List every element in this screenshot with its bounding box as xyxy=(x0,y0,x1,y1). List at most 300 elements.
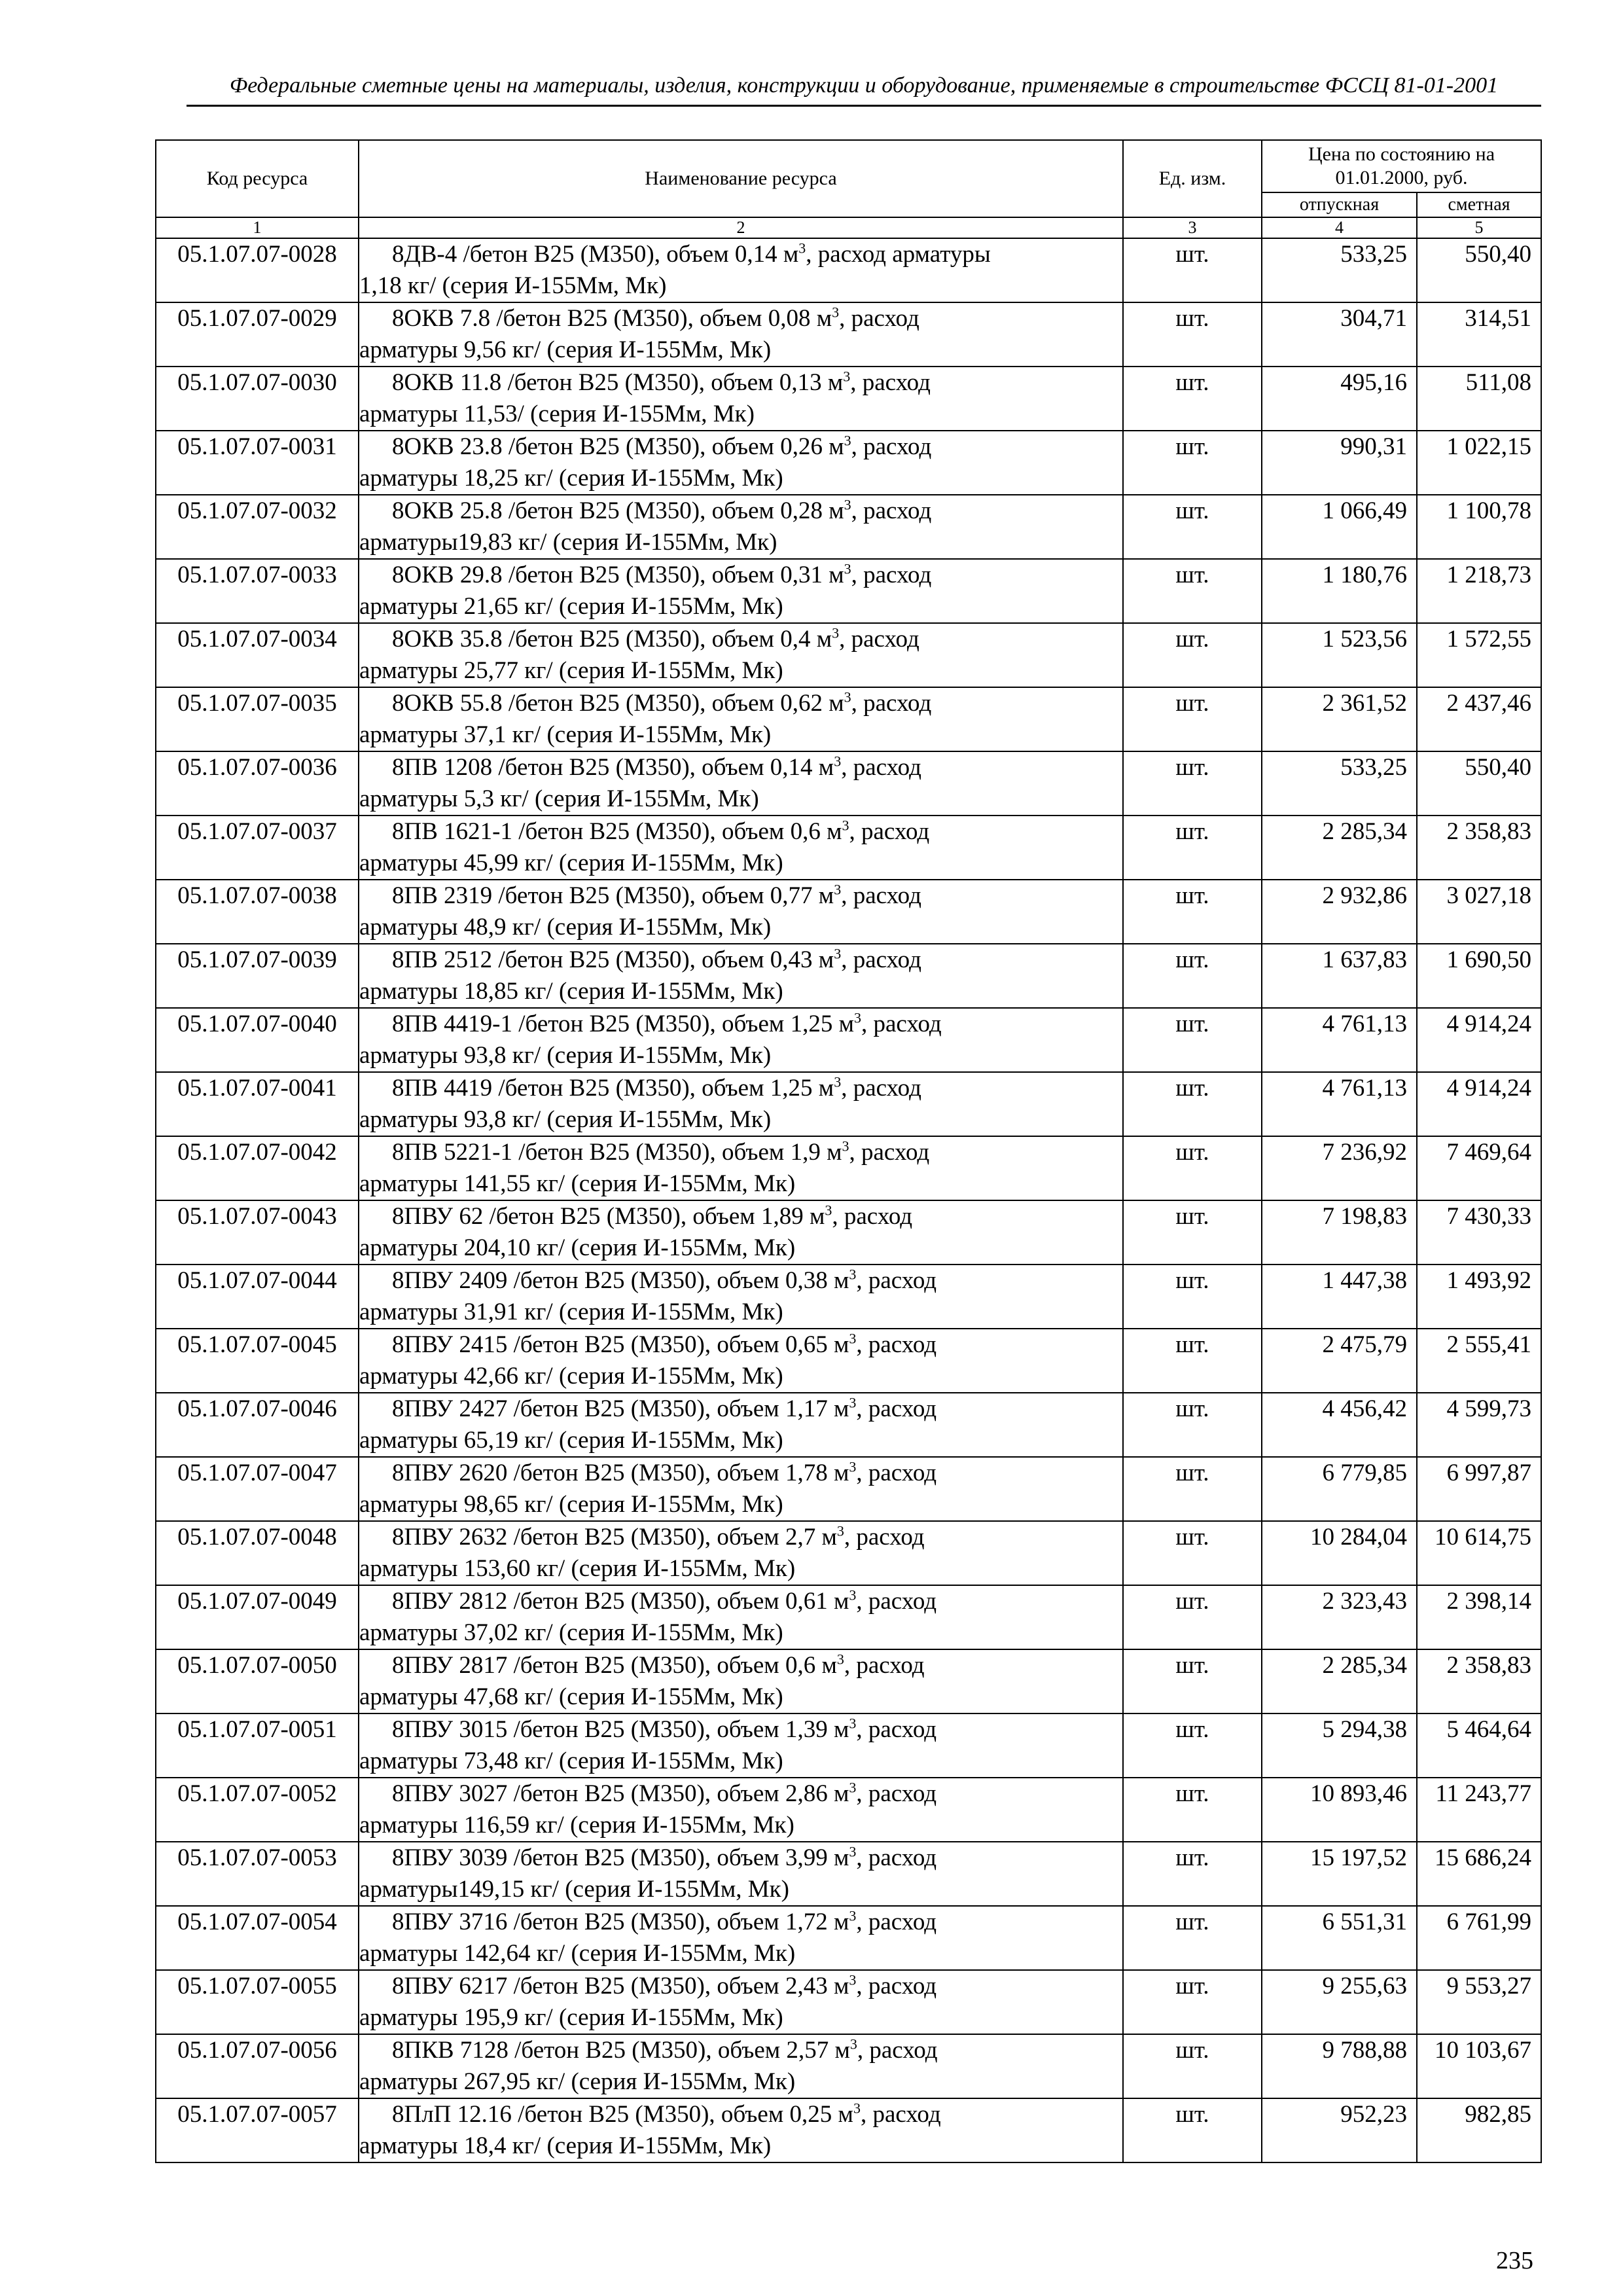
resource-code: 05.1.07.07-0043 xyxy=(156,1200,359,1265)
resource-name-line1 xyxy=(359,1265,1122,1297)
release-price: 2 932,86 xyxy=(1262,880,1417,944)
resource-name-line1 xyxy=(359,560,1122,591)
table-row xyxy=(156,1136,1541,1200)
resource-name-line2: арматуры 93,8 кг/ (серия И-155Мм, Мк) xyxy=(359,1106,772,1133)
release-price: 1 637,83 xyxy=(1262,944,1417,1008)
column-number: 4 xyxy=(1262,217,1417,238)
resource-code: 05.1.07.07-0030 xyxy=(156,367,359,431)
cubic-superscript: 3 xyxy=(834,881,842,898)
release-price: 4 761,13 xyxy=(1262,1072,1417,1136)
release-price: 2 361,52 xyxy=(1262,687,1417,751)
resource-name-line2: арматуры19,83 кг/ (серия И-155Мм, Мк) xyxy=(359,529,777,556)
resource-name-line1 xyxy=(359,1201,1122,1232)
estimate-price: 10 614,75 xyxy=(1417,1521,1541,1585)
resource-name-tail: , расход xyxy=(857,2037,938,2064)
resource-name-tail: , расход xyxy=(850,369,931,396)
table-row xyxy=(156,687,1541,751)
estimate-price: 1 493,92 xyxy=(1417,1265,1541,1329)
resource-name-tail: , расход xyxy=(851,433,932,460)
price-table xyxy=(155,139,1542,2163)
resource-name-line2: арматуры 18,85 кг/ (серия И-155Мм, Мк) xyxy=(359,978,783,1005)
cubic-superscript: 3 xyxy=(849,1587,857,1604)
resource-name-line2: арматуры 48,9 кг/ (серия И-155Мм, Мк) xyxy=(359,914,772,941)
cubic-superscript: 3 xyxy=(844,496,851,513)
cubic-superscript: 3 xyxy=(834,1073,842,1090)
table-row xyxy=(156,1970,1541,2034)
resource-name-text: 8ПВУ 2415 /бетон B25 (M350), объем 0,65 м xyxy=(392,1331,849,1358)
cubic-superscript: 3 xyxy=(834,945,842,962)
resource-name-tail: , расход xyxy=(832,1203,913,1230)
table-row xyxy=(156,1906,1541,1970)
unit: шт. xyxy=(1123,816,1262,880)
unit: шт. xyxy=(1123,2098,1262,2162)
column-number: 5 xyxy=(1417,217,1541,238)
resource-name xyxy=(359,1072,1123,1136)
resource-code: 05.1.07.07-0053 xyxy=(156,1842,359,1906)
table-row xyxy=(156,2098,1541,2162)
resource-name-line2: арматуры 93,8 кг/ (серия И-155Мм, Мк) xyxy=(359,1042,772,1069)
resource-name xyxy=(359,495,1123,559)
release-price: 2 285,34 xyxy=(1262,816,1417,880)
resource-name-line1 xyxy=(359,1842,1122,1874)
resource-name xyxy=(359,2098,1123,2162)
cubic-superscript: 3 xyxy=(842,817,849,834)
resource-name-tail: , расход xyxy=(851,497,932,524)
resource-name-line2: арматуры 37,1 кг/ (серия И-155Мм, Мк) xyxy=(359,721,772,748)
resource-name-line1 xyxy=(359,1778,1122,1810)
resource-name xyxy=(359,559,1123,623)
unit: шт. xyxy=(1123,687,1262,751)
resource-name-line2: арматуры 21,65 кг/ (серия И-155Мм, Мк) xyxy=(359,593,783,620)
cubic-superscript: 3 xyxy=(849,1971,857,1988)
resource-name-text: 8ОКВ 11.8 /бетон B25 (M350), объем 0,13 м xyxy=(392,369,844,396)
resource-name-line1 xyxy=(359,1650,1122,1681)
release-price: 533,25 xyxy=(1262,238,1417,302)
release-price: 533,25 xyxy=(1262,751,1417,816)
resource-name-tail: , расход xyxy=(856,1973,937,2000)
estimate-price: 314,51 xyxy=(1417,302,1541,367)
cubic-superscript: 3 xyxy=(849,1330,857,1347)
estimate-price: 3 027,18 xyxy=(1417,880,1541,944)
column-header-price-group: Цена по состоянию на 01.01.2000, руб. xyxy=(1262,140,1541,192)
resource-code: 05.1.07.07-0045 xyxy=(156,1329,359,1393)
estimate-price: 9 553,27 xyxy=(1417,1970,1541,2034)
resource-code: 05.1.07.07-0040 xyxy=(156,1008,359,1072)
unit: шт. xyxy=(1123,1008,1262,1072)
table-row xyxy=(156,302,1541,367)
resource-name-line2: арматуры 18,25 кг/ (серия И-155Мм, Мк) xyxy=(359,465,783,492)
resource-name-text: 8ПВ 2512 /бетон B25 (M350), объем 0,43 м xyxy=(392,946,834,973)
cubic-superscript: 3 xyxy=(849,2036,857,2053)
resource-name-line1 xyxy=(359,1009,1122,1040)
resource-code: 05.1.07.07-0037 xyxy=(156,816,359,880)
unit: шт. xyxy=(1123,880,1262,944)
unit: шт. xyxy=(1123,1585,1262,1649)
table-row xyxy=(156,2034,1541,2098)
unit: шт. xyxy=(1123,302,1262,367)
table-row xyxy=(156,1457,1541,1521)
table-body xyxy=(156,238,1541,2162)
resource-name xyxy=(359,1457,1123,1521)
cubic-superscript: 3 xyxy=(849,1458,857,1475)
resource-name-tail: , расход xyxy=(856,1844,937,1871)
release-price: 304,71 xyxy=(1262,302,1417,367)
cubic-superscript: 3 xyxy=(825,1202,832,1219)
resource-name-tail: , расход xyxy=(849,818,930,845)
unit: шт. xyxy=(1123,1072,1262,1136)
resource-name-tail: , расход xyxy=(839,305,919,332)
cubic-superscript: 3 xyxy=(849,1394,857,1411)
resource-name xyxy=(359,751,1123,816)
resource-name-line1 xyxy=(359,1522,1122,1553)
resource-name-line1 xyxy=(359,1907,1122,1938)
cubic-superscript: 3 xyxy=(853,2100,861,2117)
resource-name-tail: , расход xyxy=(856,1588,937,1615)
cubic-superscript: 3 xyxy=(844,689,851,706)
release-price: 7 198,83 xyxy=(1262,1200,1417,1265)
resource-name-line1 xyxy=(359,1586,1122,1617)
release-price: 10 893,46 xyxy=(1262,1778,1417,1842)
resource-name xyxy=(359,1393,1123,1457)
resource-name-text: 8ОКВ 55.8 /бетон B25 (M350), объем 0,62 м xyxy=(392,690,844,717)
estimate-price: 6 761,99 xyxy=(1417,1906,1541,1970)
resource-name-line1 xyxy=(359,880,1122,912)
resource-name-tail: , расход xyxy=(841,882,921,909)
cubic-superscript: 3 xyxy=(832,624,840,641)
resource-name-tail: , расход xyxy=(851,562,932,588)
resource-name-line1 xyxy=(359,303,1122,334)
resource-name-line2: арматуры 141,55 кг/ (серия И-155Мм, Мк) xyxy=(359,1170,796,1197)
resource-name xyxy=(359,1970,1123,2034)
table-row xyxy=(156,1842,1541,1906)
resource-code: 05.1.07.07-0034 xyxy=(156,623,359,687)
resource-name-line2: арматуры 18,4 кг/ (серия И-155Мм, Мк) xyxy=(359,2132,772,2159)
resource-name-text: 8ПВУ 2812 /бетон B25 (M350), объем 0,61 м xyxy=(392,1588,849,1615)
page-number: 235 xyxy=(1496,2247,1533,2274)
table-row xyxy=(156,1008,1541,1072)
release-price: 2 323,43 xyxy=(1262,1585,1417,1649)
unit: шт. xyxy=(1123,1393,1262,1457)
resource-code: 05.1.07.07-0049 xyxy=(156,1585,359,1649)
resource-name-line2: арматуры 47,68 кг/ (серия И-155Мм, Мк) xyxy=(359,1683,783,1710)
cubic-superscript: 3 xyxy=(842,1138,849,1155)
resource-name-text: 8ДВ-4 /бетон B25 (M350), объем 0,14 м xyxy=(392,241,799,268)
resource-code: 05.1.07.07-0031 xyxy=(156,431,359,495)
resource-name-line2: арматуры 98,65 кг/ (серия И-155Мм, Мк) xyxy=(359,1491,783,1518)
resource-name-line2: арматуры 42,66 кг/ (серия И-155Мм, Мк) xyxy=(359,1363,783,1390)
resource-name-line1 xyxy=(359,688,1122,719)
unit: шт. xyxy=(1123,367,1262,431)
release-price: 2 475,79 xyxy=(1262,1329,1417,1393)
resource-name xyxy=(359,1713,1123,1778)
estimate-price: 5 464,64 xyxy=(1417,1713,1541,1778)
resource-code: 05.1.07.07-0036 xyxy=(156,751,359,816)
resource-code: 05.1.07.07-0050 xyxy=(156,1649,359,1713)
column-header-estimate-price: сметная xyxy=(1417,192,1541,217)
resource-name xyxy=(359,1585,1123,1649)
table-row xyxy=(156,367,1541,431)
resource-name xyxy=(359,1329,1123,1393)
cubic-superscript: 3 xyxy=(832,304,840,321)
resource-name xyxy=(359,623,1123,687)
resource-name xyxy=(359,1008,1123,1072)
resource-name-text: 8ОКВ 23.8 /бетон B25 (M350), объем 0,26 м xyxy=(392,433,844,460)
table-row xyxy=(156,1393,1541,1457)
resource-code: 05.1.07.07-0046 xyxy=(156,1393,359,1457)
table-row xyxy=(156,944,1541,1008)
column-number: 1 xyxy=(156,217,359,238)
resource-name-line2: арматуры149,15 кг/ (серия И-155Мм, Мк) xyxy=(359,1876,789,1903)
release-price: 10 284,04 xyxy=(1262,1521,1417,1585)
resource-code: 05.1.07.07-0041 xyxy=(156,1072,359,1136)
resource-name-text: 8ПВ 1621-1 /бетон B25 (M350), объем 0,6 м xyxy=(392,818,842,845)
resource-name-line1 xyxy=(359,1393,1122,1425)
resource-name-tail: , расход xyxy=(851,690,932,717)
estimate-price: 2 358,83 xyxy=(1417,816,1541,880)
resource-name-line2: арматуры 142,64 кг/ (серия И-155Мм, Мк) xyxy=(359,1940,796,1967)
resource-name-line2: арматуры 37,02 кг/ (серия И-155Мм, Мк) xyxy=(359,1619,783,1646)
estimate-price: 1 690,50 xyxy=(1417,944,1541,1008)
unit: шт. xyxy=(1123,1136,1262,1200)
unit: шт. xyxy=(1123,2034,1262,2098)
column-number: 2 xyxy=(359,217,1123,238)
resource-name-tail: , расход xyxy=(861,1011,942,1037)
resource-name-text: 8ОКВ 29.8 /бетон B25 (M350), объем 0,31 м xyxy=(392,562,844,588)
resource-name-tail: , расход xyxy=(856,1716,937,1743)
cubic-superscript: 3 xyxy=(849,1779,857,1796)
unit: шт. xyxy=(1123,1200,1262,1265)
resource-name xyxy=(359,880,1123,944)
resource-name-line2: арматуры 5,3 кг/ (серия И-155Мм, Мк) xyxy=(359,785,759,812)
resource-name-line1 xyxy=(359,2099,1122,2130)
resource-name xyxy=(359,302,1123,367)
resource-name-tail: , расход xyxy=(860,2101,941,2128)
cubic-superscript: 3 xyxy=(836,1651,844,1668)
resource-name-line2: арматуры 45,99 кг/ (серия И-155Мм, Мк) xyxy=(359,850,783,876)
resource-code: 05.1.07.07-0048 xyxy=(156,1521,359,1585)
table-row xyxy=(156,1200,1541,1265)
unit: шт. xyxy=(1123,1265,1262,1329)
table-row xyxy=(156,431,1541,495)
resource-name-line2: арматуры 153,60 кг/ (серия И-155Мм, Мк) xyxy=(359,1555,796,1582)
cubic-superscript: 3 xyxy=(854,1009,861,1026)
estimate-price: 550,40 xyxy=(1417,238,1541,302)
unit: шт. xyxy=(1123,495,1262,559)
estimate-price: 982,85 xyxy=(1417,2098,1541,2162)
resource-name-tail: , расход xyxy=(856,1460,937,1486)
table-row xyxy=(156,1778,1541,1842)
estimate-price: 11 243,77 xyxy=(1417,1778,1541,1842)
resource-name-line1 xyxy=(359,367,1122,399)
resource-name-tail: , расход xyxy=(841,946,921,973)
estimate-price: 1 572,55 xyxy=(1417,623,1541,687)
resource-name-line2: арматуры 25,77 кг/ (серия И-155Мм, Мк) xyxy=(359,657,783,684)
unit: шт. xyxy=(1123,1778,1262,1842)
resource-code: 05.1.07.07-0039 xyxy=(156,944,359,1008)
unit: шт. xyxy=(1123,751,1262,816)
unit: шт. xyxy=(1123,1842,1262,1906)
resource-name-tail: , расход xyxy=(844,1524,925,1551)
resource-name xyxy=(359,1200,1123,1265)
estimate-price: 6 997,87 xyxy=(1417,1457,1541,1521)
resource-name-text: 8ПВУ 3027 /бетон B25 (M350), объем 2,86 м xyxy=(392,1780,849,1807)
resource-name-line1 xyxy=(359,495,1122,527)
table-row xyxy=(156,751,1541,816)
resource-name-text: 8ПВУ 2409 /бетон B25 (M350), объем 0,38 м xyxy=(392,1267,849,1294)
release-price: 1 066,49 xyxy=(1262,495,1417,559)
estimate-price: 1 218,73 xyxy=(1417,559,1541,623)
estimate-price: 15 686,24 xyxy=(1417,1842,1541,1906)
resource-name xyxy=(359,1842,1123,1906)
header-divider xyxy=(187,105,1541,107)
release-price: 495,16 xyxy=(1262,367,1417,431)
cubic-superscript: 3 xyxy=(834,753,842,770)
table-row xyxy=(156,880,1541,944)
resource-name-tail: , расход xyxy=(844,1652,925,1679)
cubic-superscript: 3 xyxy=(849,1907,857,1924)
unit: шт. xyxy=(1123,623,1262,687)
resource-name-line1 xyxy=(359,944,1122,976)
resource-name-text: 8ПВ 4419-1 /бетон B25 (M350), объем 1,25 м xyxy=(392,1011,854,1037)
estimate-price: 1 100,78 xyxy=(1417,495,1541,559)
resource-name-tail: , расход xyxy=(856,1331,937,1358)
resource-code: 05.1.07.07-0056 xyxy=(156,2034,359,2098)
resource-code: 05.1.07.07-0051 xyxy=(156,1713,359,1778)
table-row xyxy=(156,623,1541,687)
resource-name-tail: , расход xyxy=(856,1909,937,1935)
table-row xyxy=(156,816,1541,880)
resource-name xyxy=(359,944,1123,1008)
unit: шт. xyxy=(1123,431,1262,495)
table-row xyxy=(156,238,1541,302)
unit: шт. xyxy=(1123,1906,1262,1970)
resource-name xyxy=(359,1136,1123,1200)
resource-code: 05.1.07.07-0033 xyxy=(156,559,359,623)
cubic-superscript: 3 xyxy=(849,1715,857,1732)
resource-name-text: 8ПВУ 62 /бетон B25 (M350), объем 1,89 м xyxy=(392,1203,825,1230)
resource-name-line2: арматуры 267,95 кг/ (серия И-155Мм, Мк) xyxy=(359,2068,796,2095)
resource-name-text: 8ПВУ 2817 /бетон B25 (M350), объем 0,6 м xyxy=(392,1652,837,1679)
resource-name-line2: арматуры 73,48 кг/ (серия И-155Мм, Мк) xyxy=(359,1748,783,1774)
release-price: 7 236,92 xyxy=(1262,1136,1417,1200)
resource-name-text: 8ПВ 4419 /бетон B25 (M350), объем 1,25 м xyxy=(392,1075,834,1102)
estimate-price: 7 469,64 xyxy=(1417,1136,1541,1200)
resource-name-tail: , расход xyxy=(856,1395,937,1422)
resource-code: 05.1.07.07-0035 xyxy=(156,687,359,751)
release-price: 9 255,63 xyxy=(1262,1970,1417,2034)
resource-name-line2: арматуры 31,91 кг/ (серия И-155Мм, Мк) xyxy=(359,1299,783,1325)
resource-code: 05.1.07.07-0028 xyxy=(156,238,359,302)
release-price: 952,23 xyxy=(1262,2098,1417,2162)
release-price: 1 523,56 xyxy=(1262,623,1417,687)
cubic-superscript: 3 xyxy=(798,240,806,257)
unit: шт. xyxy=(1123,1649,1262,1713)
estimate-price: 4 914,24 xyxy=(1417,1072,1541,1136)
resource-code: 05.1.07.07-0052 xyxy=(156,1778,359,1842)
resource-name xyxy=(359,367,1123,431)
unit: шт. xyxy=(1123,559,1262,623)
release-price: 6 551,31 xyxy=(1262,1906,1417,1970)
resource-name-line2: арматуры 195,9 кг/ (серия И-155Мм, Мк) xyxy=(359,2004,783,2031)
column-header-code: Код ресурса xyxy=(156,140,359,217)
resource-name-line1 xyxy=(359,1971,1122,2002)
resource-name-line1 xyxy=(359,1073,1122,1104)
resource-name-line1 xyxy=(359,1458,1122,1489)
estimate-price: 511,08 xyxy=(1417,367,1541,431)
estimate-price: 4 599,73 xyxy=(1417,1393,1541,1457)
resource-name-text: 8ОКВ 25.8 /бетон B25 (M350), объем 0,28 м xyxy=(392,497,844,524)
resource-name-tail: , расход xyxy=(856,1780,937,1807)
table-row xyxy=(156,1713,1541,1778)
release-price: 1 180,76 xyxy=(1262,559,1417,623)
resource-name-line1 xyxy=(359,624,1122,655)
cubic-superscript: 3 xyxy=(843,368,851,385)
resource-name-text: 8ПВУ 2427 /бетон B25 (M350), объем 1,17 м xyxy=(392,1395,849,1422)
resource-name-line1 xyxy=(359,239,1122,270)
resource-name-line1 xyxy=(359,431,1122,463)
resource-name-line1 xyxy=(359,816,1122,848)
estimate-price: 1 022,15 xyxy=(1417,431,1541,495)
table-row xyxy=(156,1072,1541,1136)
resource-name-text: 8ПВ 2319 /бетон B25 (M350), объем 0,77 м xyxy=(392,882,834,909)
resource-code: 05.1.07.07-0042 xyxy=(156,1136,359,1200)
table-row xyxy=(156,1649,1541,1713)
release-price: 4 761,13 xyxy=(1262,1008,1417,1072)
estimate-price: 2 437,46 xyxy=(1417,687,1541,751)
resource-name-text: 8ОКВ 35.8 /бетон B25 (M350), объем 0,4 м xyxy=(392,626,832,653)
estimate-price: 550,40 xyxy=(1417,751,1541,816)
resource-name xyxy=(359,431,1123,495)
resource-name-text: 8ОКВ 7.8 /бетон B25 (M350), объем 0,08 м xyxy=(392,305,832,332)
resource-name-line2: арматуры 204,10 кг/ (серия И-155Мм, Мк) xyxy=(359,1234,796,1261)
resource-name-tail: , расход xyxy=(841,754,921,781)
cubic-superscript: 3 xyxy=(849,1266,857,1283)
resource-name-line1 xyxy=(359,2035,1122,2066)
resource-name-line2: арматуры 116,59 кг/ (серия И-155Мм, Мк) xyxy=(359,1812,794,1839)
resource-name-line2: арматуры 9,56 кг/ (серия И-155Мм, Мк) xyxy=(359,336,772,363)
resource-name-tail: , расход xyxy=(841,1075,921,1102)
unit: шт. xyxy=(1123,1457,1262,1521)
resource-name-text: 8ПВУ 2620 /бетон B25 (M350), объем 1,78 м xyxy=(392,1460,849,1486)
resource-name xyxy=(359,1649,1123,1713)
release-price: 5 294,38 xyxy=(1262,1713,1417,1778)
resource-name-text: 8ПлП 12.16 /бетон B25 (M350), объем 0,25 м xyxy=(392,2101,853,2128)
resource-name-tail: , расход арматуры xyxy=(806,241,991,268)
resource-name-line2: арматуры 65,19 кг/ (серия И-155Мм, Мк) xyxy=(359,1427,783,1454)
resource-code: 05.1.07.07-0038 xyxy=(156,880,359,944)
cubic-superscript: 3 xyxy=(849,1843,857,1860)
resource-name-text: 8ПВУ 2632 /бетон B25 (M350), объем 2,7 м xyxy=(392,1524,837,1551)
estimate-price: 2 555,41 xyxy=(1417,1329,1541,1393)
resource-code: 05.1.07.07-0032 xyxy=(156,495,359,559)
resource-name-text: 8ПВУ 3039 /бетон B25 (M350), объем 3,99 м xyxy=(392,1844,849,1871)
unit: шт. xyxy=(1123,1521,1262,1585)
resource-name xyxy=(359,1521,1123,1585)
table-row xyxy=(156,1265,1541,1329)
resource-name-text: 8ПКВ 7128 /бетон B25 (M350), объем 2,57 м xyxy=(392,2037,850,2064)
table-row xyxy=(156,1521,1541,1585)
column-header-unit: Ед. изм. xyxy=(1123,140,1262,217)
resource-code: 05.1.07.07-0055 xyxy=(156,1970,359,2034)
release-price: 15 197,52 xyxy=(1262,1842,1417,1906)
resource-name-tail: , расход xyxy=(856,1267,937,1294)
resource-name-line1 xyxy=(359,752,1122,783)
resource-name-text: 8ПВ 1208 /бетон B25 (M350), объем 0,14 м xyxy=(392,754,834,781)
estimate-price: 2 398,14 xyxy=(1417,1585,1541,1649)
unit: шт. xyxy=(1123,944,1262,1008)
resource-name-tail: , расход xyxy=(849,1139,930,1166)
release-price: 9 788,88 xyxy=(1262,2034,1417,2098)
